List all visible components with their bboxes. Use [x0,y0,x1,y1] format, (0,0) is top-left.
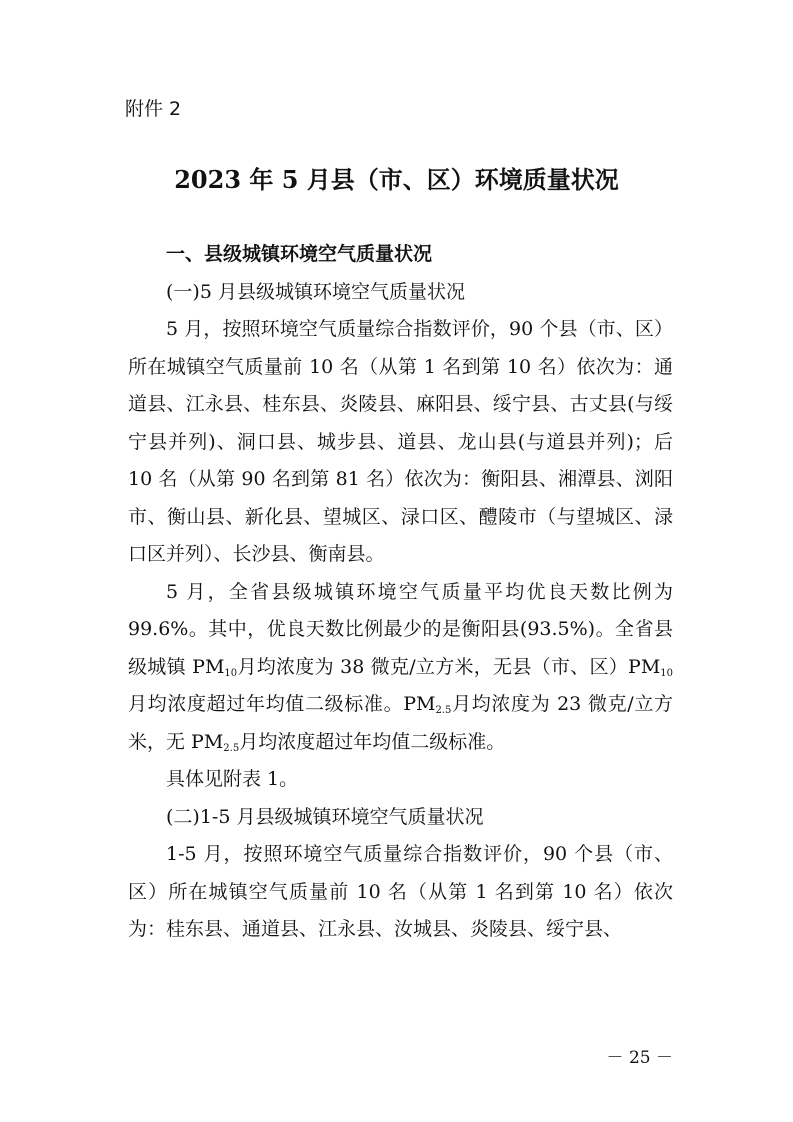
subsection-heading-may: (一)5 月县级城镇环境空气质量状况 [166,280,465,303]
section-heading: 一、县级城镇环境空气质量状况 [166,243,433,265]
document-body [128,236,673,949]
document-title: 2023 年 5 月县（市、区）环境质量状况 [174,165,619,194]
paragraph-may-ranking: 5 月，按照环境空气质量综合指数评价，90 个县（市、区）所在城镇空气质量前 10 名（从第 1 名到第 10 名）依次为：通道县、江永县、桂东县、炎陵县、麻阳县、绥宁县、古丈县(与绥宁县并列)、洞口县、城步县、道县、龙山县(与道县并列)；后 10 名（从第 90 名到第 81 名）依次为：衡阳县、湘潭县、浏阳市、衡山县、新化县、望城区、渌口区、醴陵市（与望城区、渌口区并列）、长沙县、衡南县。 [128,318,673,565]
subsection-heading-jan-may: (二)1-5 月县级城镇环境空气质量状况 [166,805,484,828]
paragraph-jan-may-ranking: 1-5 月，按照环境空气质量综合指数评价，90 个县（市、区）所在城镇空气质量前 10 名（从第 1 名到第 10 名）依次为：桂东县、通道县、江永县、汝城县、炎陵县、绥宁县、 [128,843,673,940]
paragraph-see-appendix: 具体见附表 1。 [166,768,299,790]
paragraph-may-statistics: 5 月，全省县级城镇环境空气质量平均优良天数比例为 99.6%。其中，优良天数比例最少的是衡阳县(93.5%)。全省县级城镇 $PM_{10}$月均浓度为 38 微克/立方米，无县（市、区）$PM_{10}$月均浓度超过年均值二级标准。$PM_{2.5}$月均浓度为 23 微克/立方米，无 $PM_{2.5}$月均浓度超过年均值二级标准。 [128,580,674,754]
page-number: － 25 － [606,1048,673,1068]
annex-label: 附件 2 [125,98,182,120]
